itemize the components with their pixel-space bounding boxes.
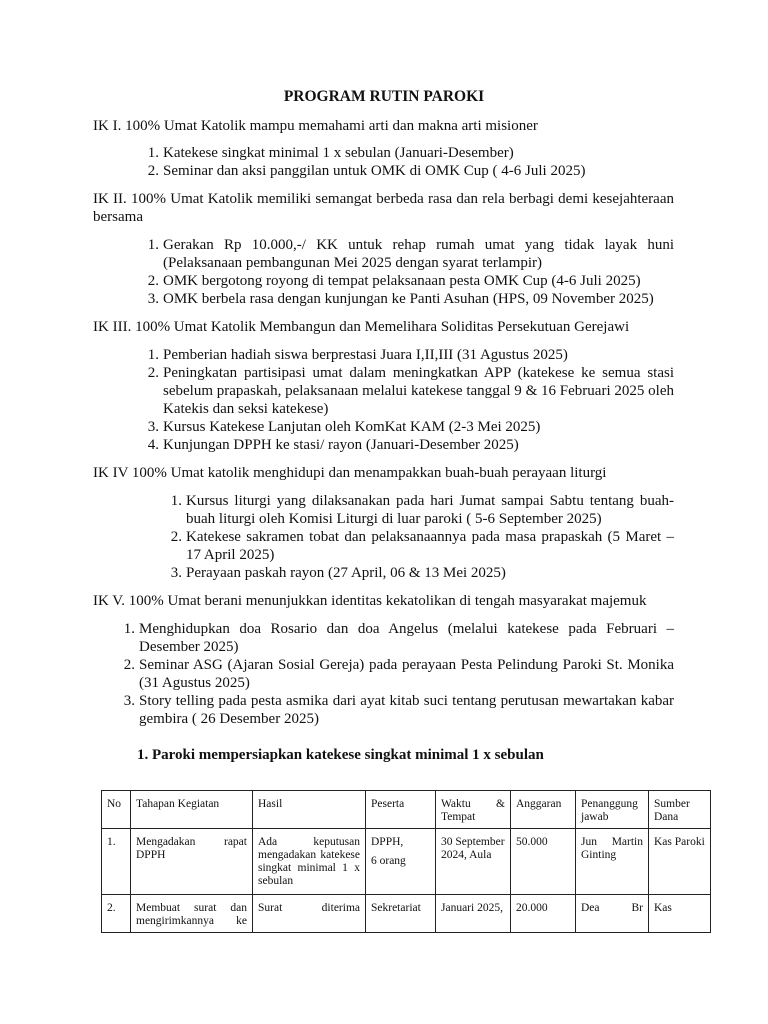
table-bottom-border [101, 932, 710, 933]
list-item [147, 162, 674, 180]
cell-tahapan: Mengadakan rapat DPPH [131, 829, 253, 895]
activity-table [101, 790, 711, 933]
list-number: 2. [147, 273, 159, 289]
list-number: 2. [147, 365, 159, 381]
list-number: 4. [147, 437, 159, 453]
list-item [123, 620, 674, 656]
list-item-text: Katekese singkat minimal 1 x sebulan (Januari-Desember) [163, 145, 514, 161]
list-item [123, 692, 674, 728]
list-item-text: OMK berbela rasa dengan kunjungan ke Panti Asuhan (HPS, 09 November 2025) [163, 291, 654, 307]
table-row [102, 829, 711, 895]
list-item [147, 290, 674, 308]
list-item-text: Katekese sakramen tobat dan pelaksanaannya pada masa prapaskah (5 Maret – 17 April 2025) [186, 529, 674, 563]
list-item [147, 272, 674, 290]
list-item-text: OMK bergotong royong di tempat pelaksanaan pesta OMK Cup (4-6 Juli 2025) [163, 273, 641, 289]
list-item-text: Kunjungan DPPH ke stasi/ rayon (Januari-Desember 2025) [163, 437, 519, 453]
table-heading: 1. Paroki mempersiapkan katekese singkat minimal 1 x sebulan [137, 747, 544, 763]
cell-anggaran: 50.000 [511, 829, 576, 895]
section-heading-ik3: IK III. 100% Umat Katolik Membangun dan Memelihara Soliditas Persekutuan Gerejawi [93, 319, 630, 335]
section-heading-ik1: IK I. 100% Umat Katolik mampu memahami arti dan makna arti misioner [93, 118, 538, 134]
cell-pj: Jun Martin Ginting [576, 829, 649, 895]
cell-peserta-line: Sekretariat [371, 902, 421, 914]
list-item [147, 236, 674, 272]
list-number: 2. [170, 529, 182, 545]
cell-peserta [366, 895, 436, 934]
list-number: 1. [170, 493, 182, 509]
cell-no: 1. [102, 829, 131, 895]
list-number: 1. [147, 237, 159, 253]
cell-anggaran: 20.000 [511, 895, 576, 934]
cell-no: 2. [102, 895, 131, 934]
cell-peserta-line: DPPH, [371, 836, 404, 848]
list-item-text: Menghidupkan doa Rosario dan doa Angelus (melalui katekese pada Februari – Desember 2025) [139, 621, 674, 655]
list-item-text: Peningkatan partisipasi umat dalam meningkatkan APP (katekese ke semua stasi sebelum prapaskah, pelaksanaan melalui katekese tanggal 9 & 16 Februari 2025 oleh Katekis dan seksi katekese) [163, 365, 674, 417]
cell-peserta [366, 829, 436, 895]
cell-tahapan: Membuat surat dan mengirimkannya ke [131, 895, 253, 934]
col-header-anggaran: Anggaran [511, 791, 576, 829]
page-title: PROGRAM RUTIN PAROKI [283, 88, 485, 105]
cell-waktu: 30 September 2024, Aula [436, 829, 511, 895]
list-item [147, 436, 674, 454]
list-item-text: Story telling pada pesta asmika dari ayat kitab suci tentang perutusan mewartakan kabar gembira ( 26 Desember 2025) [139, 693, 674, 727]
list-number: 3. [123, 693, 135, 709]
list-item [147, 346, 674, 364]
list-item-text: Seminar dan aksi panggilan untuk OMK di OMK Cup ( 4-6 Juli 2025) [163, 163, 586, 179]
col-header-no: No [102, 791, 131, 829]
section-heading-ik4: IK IV 100% Umat katolik menghidupi dan menampakkan buah-buah perayaan liturgi [93, 465, 607, 481]
col-header-pj: Penanggung jawab [576, 791, 649, 829]
list-item [147, 364, 674, 418]
col-header-waktu: Waktu & Tempat [436, 791, 511, 829]
list-item-text: Pemberian hadiah siswa berprestasi Juara I,II,III (31 Agustus 2025) [163, 347, 568, 363]
list-item-text: Kursus Katekese Lanjutan oleh KomKat KAM (2-3 Mei 2025) [163, 419, 541, 435]
col-header-peserta: Peserta [366, 791, 436, 829]
list-item [123, 656, 674, 692]
list-item-text: Seminar ASG (Ajaran Sosial Gereja) pada perayaan Pesta Pelindung Paroki St. Monika (31 Agustus 2025) [139, 657, 674, 691]
section-heading-ik2: IK II. 100% Umat Katolik memiliki semangat berbeda rasa dan rela berbagi demi kesejahteraan bersama [93, 191, 674, 225]
cell-pj: Dea Br [576, 895, 649, 934]
cell-peserta-line: 6 orang [371, 855, 406, 867]
list-item [170, 492, 674, 528]
list-item-text: Gerakan Rp 10.000,-/ KK untuk rehap rumah umat yang tidak layak huni (Pelaksanaan pembangunan Mei 2025 dengan syarat terlampir) [163, 237, 674, 271]
col-header-tahapan: Tahapan Kegiatan [131, 791, 253, 829]
list-item [147, 418, 674, 436]
list-number: 3. [147, 291, 159, 307]
list-item [170, 564, 674, 582]
list-number: 1. [123, 621, 135, 637]
list-number: 2. [123, 657, 135, 673]
list-number: 2. [147, 163, 159, 179]
col-header-dana: Sumber Dana [649, 791, 711, 829]
list-item [170, 528, 674, 564]
table-viewport [100, 789, 712, 933]
list-number: 1. [147, 347, 159, 363]
list-item-text: Perayaan paskah rayon (27 April, 06 & 13 Mei 2025) [186, 565, 506, 581]
cell-hasil: Surat diterima [253, 895, 366, 934]
list-number: 3. [170, 565, 182, 581]
list-item [147, 144, 674, 162]
list-number: 3. [147, 419, 159, 435]
cell-waktu: Januari 2025, [436, 895, 511, 934]
cell-dana: Kas [649, 895, 711, 934]
table-row [102, 895, 711, 934]
section-heading-ik5: IK V. 100% Umat berani menunjukkan identitas kekatolikan di tengah masyarakat majemuk [93, 593, 647, 609]
cell-dana: Kas Paroki [649, 829, 711, 895]
col-header-hasil: Hasil [253, 791, 366, 829]
list-item-text: Kursus liturgi yang dilaksanakan pada hari Jumat sampai Sabtu tentang buah-buah liturgi oleh Komisi Liturgi di luar paroki ( 5-6 September 2025) [186, 493, 674, 527]
cell-hasil: Ada keputusan mengadakan katekese singkat minimal 1 x sebulan [253, 829, 366, 895]
list-number: 1. [147, 145, 159, 161]
table-header-row [102, 791, 711, 829]
